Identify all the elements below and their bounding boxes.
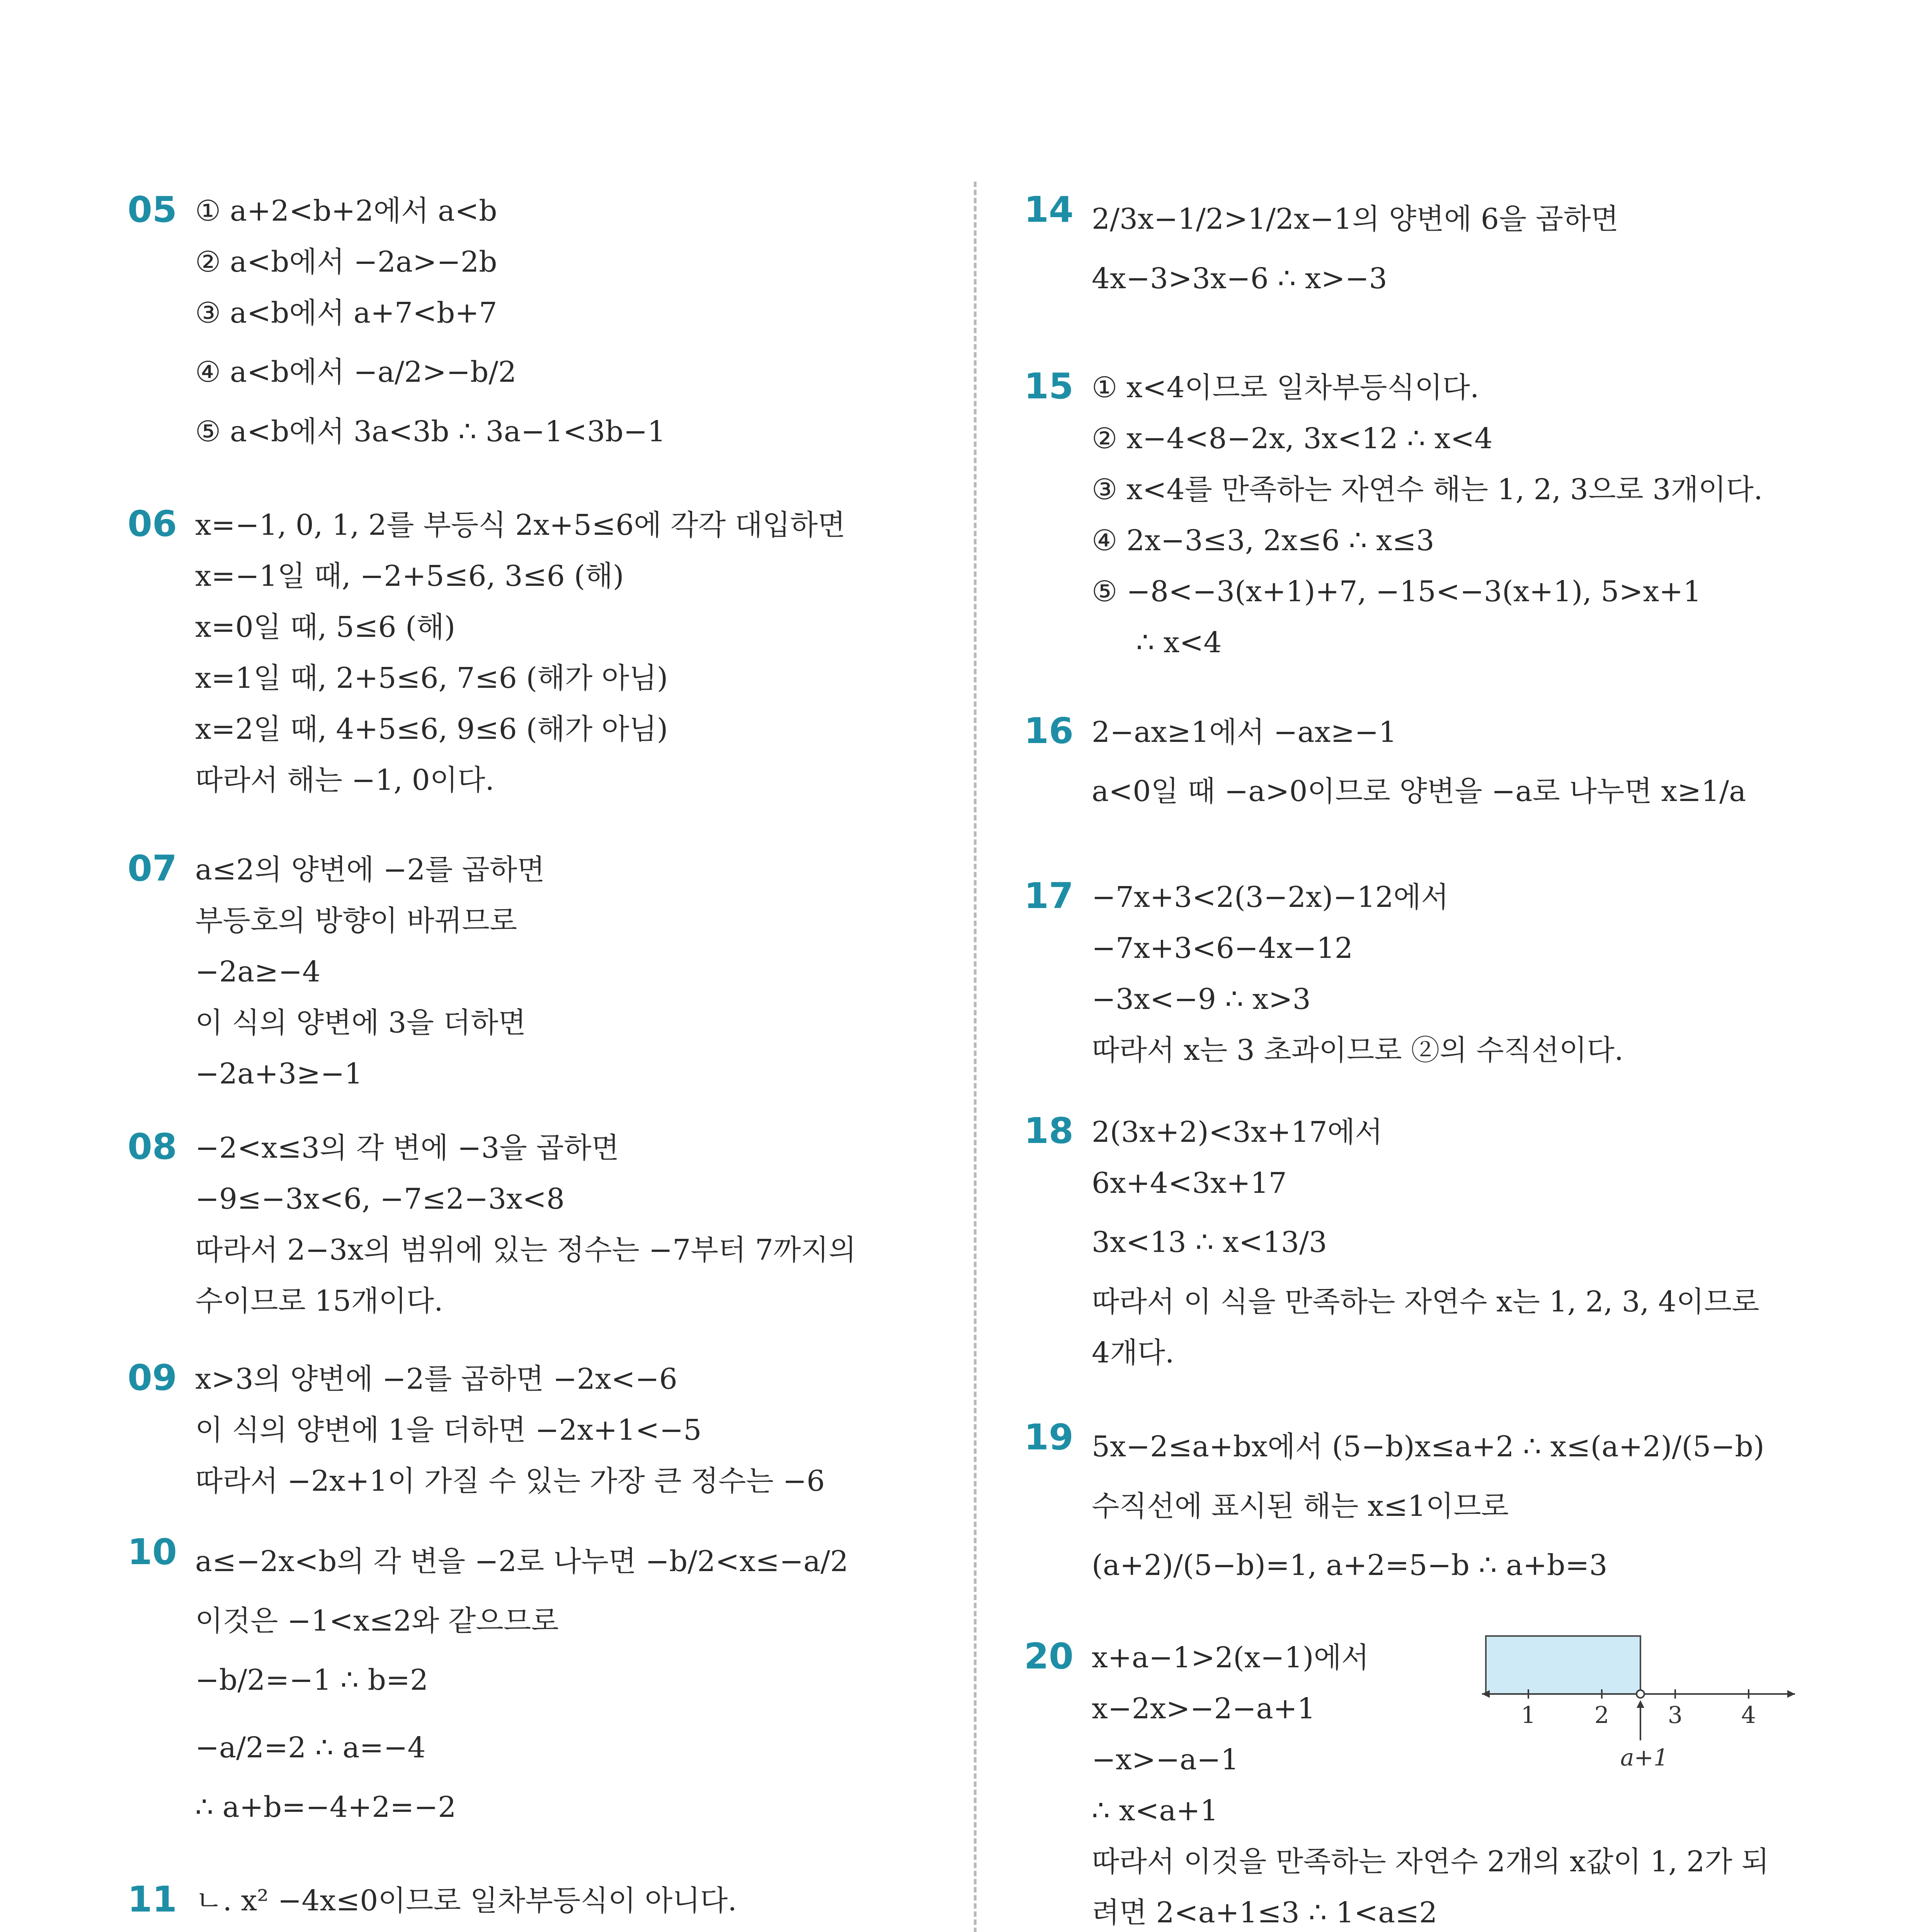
solution-line: ⑤ −8<−3(x+1)+7, −15<−3(x+1), 5>x+1 bbox=[1092, 575, 1701, 608]
tick-label: 4 bbox=[1741, 1702, 1756, 1729]
problem-number: 10 bbox=[128, 1531, 177, 1573]
tick-label: 1 bbox=[1521, 1702, 1536, 1729]
solution-line: 수이므로 15개이다. bbox=[195, 1284, 443, 1318]
problem-15 bbox=[1024, 362, 1843, 668]
problem-06 bbox=[128, 500, 931, 806]
problem-11 bbox=[128, 1875, 931, 1932]
solution-line: x=2일 때, 4+5≤6, 9≤6 (해가 아님) bbox=[195, 713, 668, 746]
problem-number: 07 bbox=[128, 848, 177, 889]
problem-number: 05 bbox=[128, 189, 177, 230]
problem-19 bbox=[1024, 1413, 1843, 1599]
solution-line: 2−ax≥1에서 −ax≥−1 bbox=[1092, 716, 1397, 749]
problem-number: 15 bbox=[1024, 366, 1074, 407]
problem-20 bbox=[1024, 1632, 1843, 1932]
problem-number: 06 bbox=[128, 503, 177, 544]
problem-number: 09 bbox=[128, 1357, 177, 1398]
solution-line: 따라서 x는 3 초과이므로 ②의 수직선이다. bbox=[1092, 1034, 1624, 1067]
solution-line: x=−1일 때, −2+5≤6, 3≤6 (해) bbox=[195, 560, 624, 593]
solution-line: ④ 2x−3≤3, 2x≤6 ∴ x≤3 bbox=[1092, 524, 1434, 557]
problem-18 bbox=[1024, 1107, 1843, 1378]
solution-line: ⑤ a<b에서 3a<3b ∴ 3a−1<3b−1 bbox=[195, 415, 666, 448]
problem-number: 20 bbox=[1024, 1636, 1074, 1677]
solution-line: 6x+4<3x+17 bbox=[1092, 1167, 1287, 1200]
solution-line: 부등호의 방향이 바뀌므로 bbox=[195, 904, 517, 937]
solution-line: x>3의 양변에 −2를 곱하면 −2x<−6 bbox=[195, 1362, 677, 1396]
problem-09 bbox=[128, 1354, 931, 1507]
solution-line: 수직선에 표시된 해는 x≤1이므로 bbox=[1092, 1490, 1509, 1523]
solution-line: −7x+3<2(3−2x)−12에서 bbox=[1092, 881, 1449, 914]
problem-10 bbox=[128, 1528, 931, 1833]
solution-line: x−2x>−2−a+1 bbox=[1092, 1692, 1315, 1725]
solution-line: 3x<13 ∴ x<13/3 bbox=[1092, 1226, 1327, 1259]
solution-line: 따라서 이 식을 만족하는 자연수 x는 1, 2, 3, 4이므로 bbox=[1092, 1285, 1759, 1318]
solution-line: 이 식의 양변에 1을 더하면 −2x+1<−5 bbox=[195, 1413, 702, 1447]
solution-line: −9≤−3x<6, −7≤2−3x<8 bbox=[195, 1182, 565, 1216]
solution-line: 려면 2<a+1≤3 ∴ 1<a≤2 bbox=[1092, 1896, 1438, 1929]
solution-line: ② a<b에서 −2a>−2b bbox=[195, 245, 497, 279]
solution-line bbox=[195, 1926, 931, 1932]
solution-line: −2<x≤3의 각 변에 −3을 곱하면 bbox=[195, 1131, 619, 1165]
solution-line: ∴ a+b=−4+2=−2 bbox=[195, 1791, 456, 1824]
solution-line: ③ x<4를 만족하는 자연수 해는 1, 2, 3으로 3개이다. bbox=[1092, 473, 1763, 506]
solution-line: a≤2의 양변에 −2를 곱하면 bbox=[195, 853, 545, 886]
problem-16 bbox=[1024, 707, 1843, 825]
left-column bbox=[128, 185, 931, 1932]
solution-line: ② x−4<8−2x, 3x<12 ∴ x<4 bbox=[1092, 422, 1493, 455]
solution-line: 2/3x−1/2>1/2x−1의 양변에 6을 곱하면 bbox=[1092, 202, 1619, 236]
solution-line: ∴ x<4 bbox=[1136, 626, 1222, 659]
arrow-right-icon bbox=[1787, 1690, 1795, 1698]
solution-line: 4x−3>3x−6 ∴ x>−3 bbox=[1092, 262, 1387, 295]
tick-label: 2 bbox=[1594, 1702, 1610, 1729]
problem-number: 14 bbox=[1024, 189, 1074, 230]
point-label: a+1 bbox=[1620, 1744, 1669, 1771]
solution-line: a≤−2x<b의 각 변을 −2로 나누면 −b/2<x≤−a/2 bbox=[195, 1545, 849, 1578]
solution-line: −3x<−9 ∴ x>3 bbox=[1092, 983, 1311, 1016]
column-divider bbox=[974, 182, 977, 1932]
problem-07 bbox=[128, 844, 931, 1099]
solution-line: 이 식의 양변에 3을 더하면 bbox=[195, 1006, 526, 1039]
solution-line: −b/2=−1 ∴ b=2 bbox=[195, 1663, 429, 1697]
solution-line: ① a+2<b+2에서 a<b bbox=[195, 194, 497, 228]
solution-line: −2a+3≥−1 bbox=[195, 1057, 363, 1090]
solution-line: x=0일 때, 5≤6 (해) bbox=[195, 611, 456, 644]
solution-line: a<0일 때 −a>0이므로 양변을 −a로 나누면 x≥1/a bbox=[1092, 775, 1746, 808]
solution-line: ① x<4이므로 일차부등식이다. bbox=[1092, 371, 1479, 404]
solution-line: 이것은 −1<x≤2와 같으므로 bbox=[195, 1604, 559, 1638]
solution-line: x=−1, 0, 1, 2를 부등식 2x+5≤6에 각각 대입하면 bbox=[195, 509, 846, 542]
problem-number: 18 bbox=[1024, 1110, 1074, 1151]
problem-05 bbox=[128, 185, 931, 457]
solution-line: −7x+3<6−4x−12 bbox=[1092, 932, 1353, 965]
solution-line: x=1일 때, 2+5≤6, 7≤6 (해가 아님) bbox=[195, 662, 668, 695]
problem-17 bbox=[1024, 872, 1843, 1076]
problem-number: 16 bbox=[1024, 710, 1074, 752]
open-point bbox=[1637, 1690, 1644, 1698]
solution-line: −2a≥−4 bbox=[195, 955, 321, 988]
solution-line: ③ a<b에서 a+7<b+7 bbox=[195, 296, 497, 330]
solution-line: 2(3x+2)<3x+17에서 bbox=[1092, 1116, 1383, 1149]
problem-number: 11 bbox=[128, 1879, 177, 1920]
tick-label: 3 bbox=[1667, 1702, 1683, 1729]
solution-line: ④ a<b에서 −a/2>−b/2 bbox=[195, 355, 517, 389]
right-column bbox=[1024, 185, 1843, 1932]
solution-line: 따라서 2−3x의 범위에 있는 정수는 −7부터 7까지의 bbox=[195, 1233, 856, 1267]
solution-line: ㄴ. x² −4x≤0이므로 일차부등식이 아니다. bbox=[195, 1884, 737, 1917]
solution-region bbox=[1486, 1636, 1640, 1694]
problem-number: 08 bbox=[128, 1126, 177, 1167]
solution-line: 따라서 −2x+1이 가질 수 있는 가장 큰 정수는 −6 bbox=[195, 1464, 825, 1498]
solution-line: ∴ x<a+1 bbox=[1092, 1794, 1218, 1827]
number-line-figure bbox=[1478, 1628, 1807, 1775]
solution-line: −a/2=2 ∴ a=−4 bbox=[195, 1731, 426, 1764]
solution-line: 따라서 이것을 만족하는 자연수 2개의 x값이 1, 2가 되 bbox=[1092, 1845, 1769, 1878]
arrow-up-icon bbox=[1637, 1700, 1644, 1708]
solution-line: (a+2)/(5−b)=1, a+2=5−b ∴ a+b=3 bbox=[1092, 1549, 1608, 1582]
problem-08 bbox=[128, 1122, 931, 1327]
problem-14 bbox=[1024, 185, 1843, 304]
problem-number: 19 bbox=[1024, 1417, 1074, 1458]
solution-line: 따라서 해는 −1, 0이다. bbox=[195, 764, 495, 797]
solution-line: 4개다. bbox=[1092, 1336, 1174, 1369]
problem-number: 17 bbox=[1024, 875, 1074, 917]
solution-line: 5x−2≤a+bx에서 (5−b)x≤a+2 ∴ x≤(a+2)/(5−b) bbox=[1092, 1430, 1764, 1463]
solution-line: x+a−1>2(x−1)에서 bbox=[1092, 1641, 1369, 1674]
solution-line: −x>−a−1 bbox=[1092, 1743, 1239, 1776]
